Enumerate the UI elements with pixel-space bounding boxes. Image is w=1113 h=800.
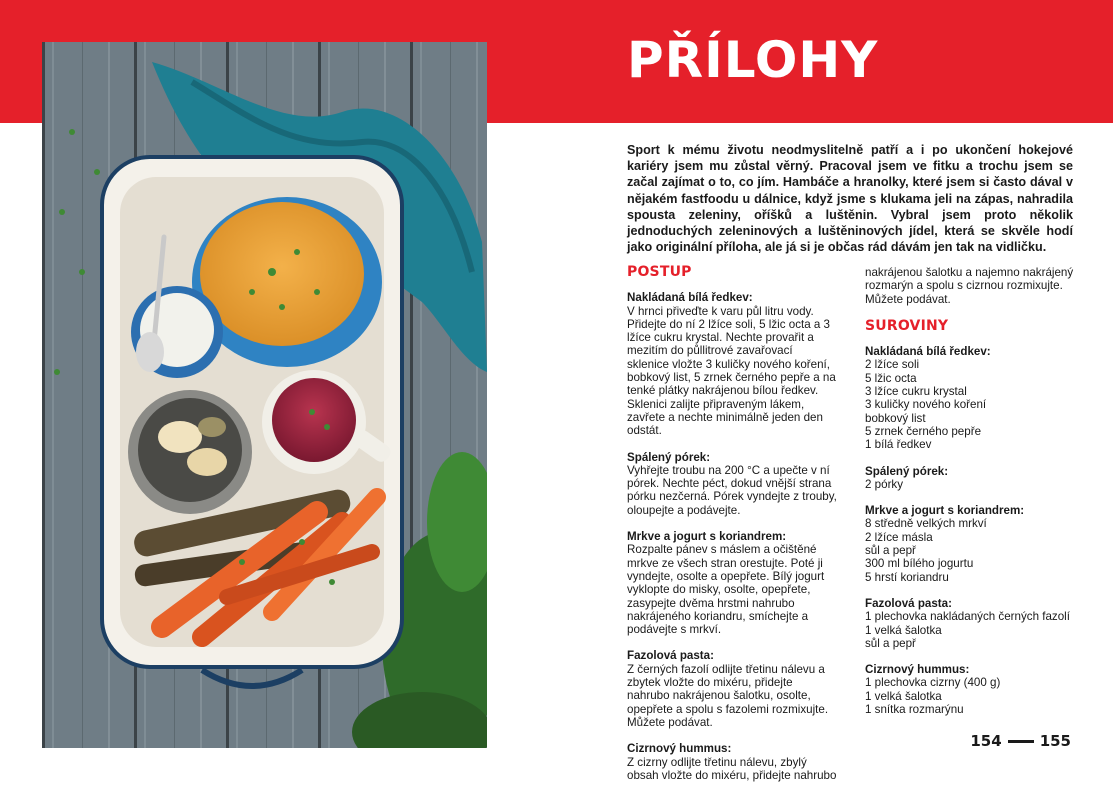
step-text: Vyhřejte troubu na 200 °C a upečte v ní pórek. Nechte péct, dokud vnější strana pórku nezčerná. Pórek vyndejte z trouby, oloupejte a podávejte. xyxy=(627,463,837,517)
page-number-dash xyxy=(1008,740,1034,743)
step-carrots xyxy=(627,530,837,636)
suroviny-column xyxy=(865,266,1075,729)
suroviny-heading: SUROVINY xyxy=(865,317,949,334)
step-bean-paste xyxy=(627,649,837,729)
ingredient-item: 5 zrnek černého pepře xyxy=(865,424,982,438)
ingredient-group-title: Cizrnový hummus: xyxy=(865,663,970,677)
ingredient-item: 5 hrstí koriandru xyxy=(865,570,949,584)
ingredient-group-title: Mrkve a jogurt s koriandrem: xyxy=(865,504,1025,518)
step-leek xyxy=(627,451,837,517)
ingredient-item: 1 velká šalotka xyxy=(865,623,942,637)
step-hummus xyxy=(627,742,837,782)
intro-paragraph: Sport k mému životu neodmyslitelně patří a i po ukončení hokejové kariéry jsem mu zůstal věrný. Pracoval jsem ve fitku a trochu jsem se začal zajímat o to, co jím. Hambáče a hranolky, které jsem si často dával v nějakém fastfoodu u dálnice, když jsme s klukama jeli na zápas, nahradila spousta zeleniny, oříšků a luštěnin. Vybral jsem proto několik jednoduchých zeleninových a luštěninových jídel, která se skvěle hodí jako originální příloha, ale já si je občas rád dávám jen tak na vidličku. xyxy=(627,143,1073,255)
ingredient-item: sůl a pepř xyxy=(865,544,916,558)
ingredient-item: 300 ml bílého jogurtu xyxy=(865,557,974,571)
page-title: PŘÍLOHY xyxy=(627,31,879,89)
ingredient-group-title: Nakládaná bílá ředkev: xyxy=(865,345,991,359)
ingredient-item: 5 lžic octa xyxy=(865,371,917,385)
ingredient-group-title: Fazolová pasta: xyxy=(865,596,952,610)
ingredients-bean-paste xyxy=(865,597,1075,650)
ingredient-item: bobkový list xyxy=(865,411,926,425)
ingredients-hummus xyxy=(865,663,1075,716)
page-numbers xyxy=(970,732,1071,750)
page-number-left: 154 xyxy=(970,732,1002,750)
ingredient-item: 2 lžíce másla xyxy=(865,530,933,544)
ingredient-item: 1 plechovka nakládaných černých fazolí xyxy=(865,610,1070,624)
step-text: Z cizrny odlijte třetinu nálevu, zbylý obsah vložte do mixéru, přidejte nahrubo xyxy=(627,755,837,782)
food-photo-icon xyxy=(42,42,487,748)
step-radish xyxy=(627,291,837,437)
page-number-right: 155 xyxy=(1039,732,1071,750)
ingredient-item: 1 bílá ředkev xyxy=(865,438,932,452)
step-text: V hrnci přiveďte k varu půl litru vody. Přidejte do ní 2 lžíce soli, 5 lžic octa a 3 lžíce cukru krystal. Nechte provařit a mezitím do půllitrové zavařovací sklenice vložte 3 kuličky nového koření, bobkový list, 5 zrnek černého pepře a na tenké plátky nakrájenou bílou ředkev. Sklenici zalijte připraveným lákem, zavřete a nechte minimálně jeden den odstát. xyxy=(627,304,836,438)
ingredient-item: 1 snítka rozmarýnu xyxy=(865,703,964,717)
postup-continuation: nakrájenou šalotku a najemno nakrájený rozmarýn a spolu s cizrnou rozmixujte. Můžete podávat. xyxy=(865,266,1074,306)
step-title: Spálený pórek: xyxy=(627,450,711,464)
ingredient-item: 1 velká šalotka xyxy=(865,689,942,703)
ingredient-group-title: Spálený pórek: xyxy=(865,464,949,478)
ingredient-item: 8 středně velkých mrkví xyxy=(865,517,987,531)
ingredients-carrots xyxy=(865,504,1075,584)
step-title: Fazolová pasta: xyxy=(627,649,714,663)
ingredient-item: 3 lžíce cukru krystal xyxy=(865,385,967,399)
step-text: Rozpalte pánev s máslem a očištěné mrkve ze všech stran orestujte. Poté ji vyndejte, osolte a opepřete. Bílý jogurt vyklopte do misky, osolte, opepřete, zasypejte dvěma hrstmi nahrubo nakrájeného koriandru, smíchejte a podávejte s mrkví. xyxy=(627,543,825,637)
step-title: Nakládaná bílá ředkev: xyxy=(627,291,753,305)
food-photo xyxy=(42,42,487,748)
ingredients-leek xyxy=(865,465,1075,492)
ingredient-item: sůl a pepř xyxy=(865,636,916,650)
step-title: Mrkve a jogurt s koriandrem: xyxy=(627,530,787,544)
postup-column xyxy=(627,266,837,795)
step-text: Z černých fazolí odlijte třetinu nálevu a zbytek vložte do mixéru, přidejte nahrubo nakrájenou šalotku, osolte, opepřete a spolu s fazolemi rozmixujte. Můžete podávat. xyxy=(627,662,829,729)
ingredient-item: 2 pórky xyxy=(865,477,904,491)
ingredients-radish xyxy=(865,345,1075,451)
postup-heading: POSTUP xyxy=(627,264,692,280)
ingredient-item: 1 plechovka cizrny (400 g) xyxy=(865,676,1001,690)
ingredient-item: 2 lžíce soli xyxy=(865,358,920,372)
step-title: Cizrnový hummus: xyxy=(627,742,732,756)
ingredient-item: 3 kuličky nového koření xyxy=(865,398,987,412)
